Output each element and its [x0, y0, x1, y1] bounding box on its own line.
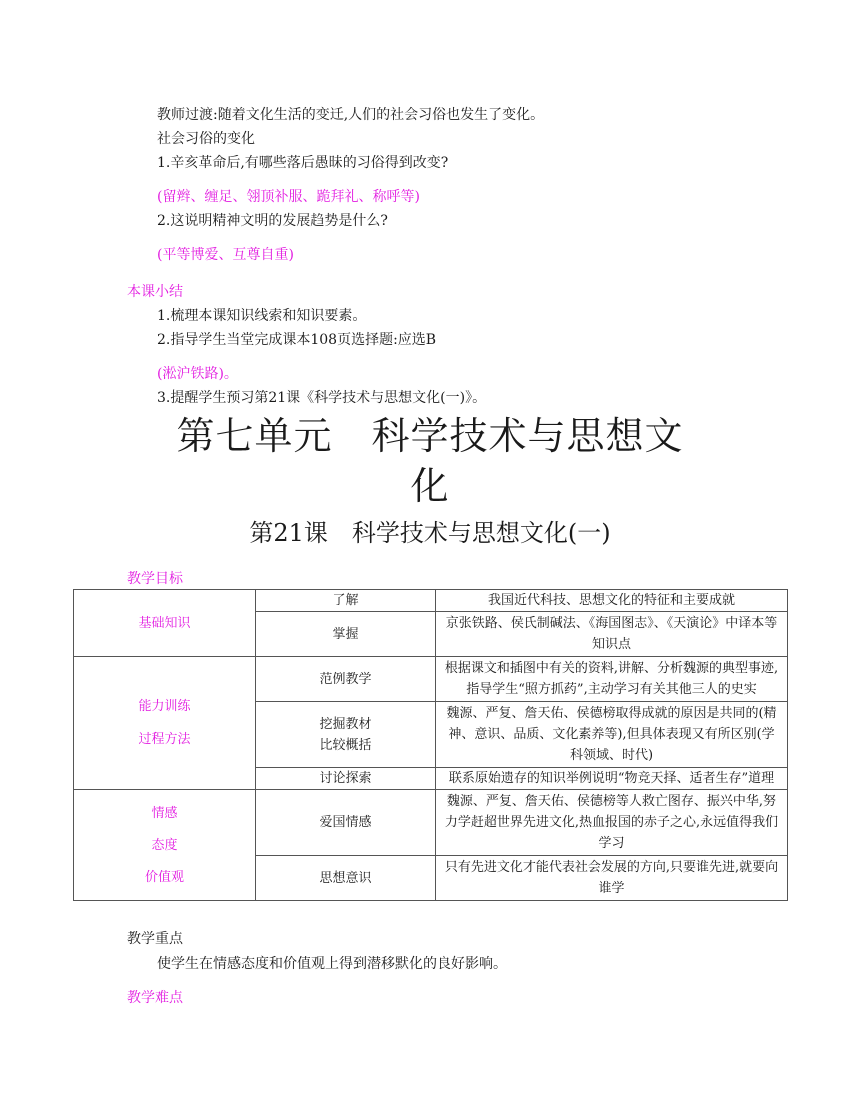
summary-item-2: 2.指导学生当堂完成课本108页选择题:应选B	[157, 332, 437, 348]
difficulty-heading: 教学难点	[127, 990, 183, 1006]
summary-item-1: 1.梳理本课知识线索和知识要素。	[157, 308, 367, 324]
method-master: 掌握	[256, 612, 436, 657]
content-dig-compare: 魏源、严复、詹天佑、侯德榜取得成就的原因是共同的(精神、意识、品质、文化素养等),但具体表现又有所区别(学科领域、时代)	[436, 702, 788, 768]
content-example-teaching: 根据课文和插图中有关的资料,讲解、分析魏源的典型事迹,指导学生“照方抓药”,主动学习有关其他三人的史实	[436, 657, 788, 702]
method-understand: 了解	[256, 590, 436, 612]
method-example-teaching: 范例教学	[256, 657, 436, 702]
objectives-table	[73, 589, 788, 901]
category-process-label: 过程方法	[138, 732, 191, 747]
content-understand: 我国近代科技、思想文化的特征和主要成就	[436, 590, 788, 612]
method-dig-compare	[256, 702, 436, 768]
category-ability-label: 能力训练	[138, 699, 191, 714]
method-ideology: 思想意识	[256, 856, 436, 901]
key-point-text: 使学生在情感态度和价值观上得到潜移默化的良好影响。	[157, 956, 507, 972]
transition-text: 教师过渡:随着文化生活的变迁,人们的社会习俗也发生了变化。	[157, 107, 545, 123]
method-discuss-explore: 讨论探索	[256, 768, 436, 790]
unit-title-line-2: 化	[410, 464, 450, 508]
content-master: 京张铁路、侯氏制碱法、《海国图志》、《天演论》中译本等知识点	[436, 612, 788, 657]
method-patriotism: 爱国情感	[256, 790, 436, 856]
answer-2: (平等博爱、互尊自重)	[157, 247, 294, 263]
section-heading-customs: 社会习俗的变化	[157, 131, 255, 147]
summary-item-2-answer: (淞沪铁路)。	[157, 366, 238, 382]
key-point-heading: 教学重点	[127, 931, 183, 947]
category-emotion-label: 情感	[151, 805, 178, 821]
method-compare-label: 比较概括	[319, 737, 372, 753]
content-ideology: 只有先进文化才能代表社会发展的方向,只要谁先进,就要向谁学	[436, 856, 788, 901]
unit-title-line-1: 第七单元 科学技术与思想文	[176, 414, 684, 458]
category-emotion-values	[74, 790, 256, 901]
answer-1: (留辫、缠足、翎顶补服、跪拜礼、称呼等)	[157, 189, 420, 205]
objectives-heading: 教学目标	[127, 571, 183, 587]
lesson-title: 第21课 科学技术与思想文化(一)	[249, 519, 611, 547]
content-patriotism: 魏源、严复、詹天佑、侯德榜等人救亡图存、振兴中华,努力学赶超世界先进文化,热血报国的赤子之心,永远值得我们学习	[436, 790, 788, 856]
method-dig-label: 挖掘教材	[319, 716, 372, 732]
summary-heading: 本课小结	[127, 284, 183, 300]
category-attitude-label: 态度	[151, 837, 178, 853]
question-2: 2.这说明精神文明的发展趋势是什么?	[157, 213, 388, 229]
category-basic-knowledge: 基础知识	[74, 590, 256, 657]
summary-item-3: 3.提醒学生预习第21课《科学技术与思想文化(一)》。	[157, 390, 487, 406]
question-1: 1.辛亥革命后,有哪些落后愚昧的习俗得到改变?	[157, 155, 449, 171]
category-values-label: 价值观	[144, 869, 184, 885]
content-discuss-explore: 联系原始遗存的知识举例说明“物竞天择、适者生存”道理	[436, 768, 788, 790]
category-ability-process	[74, 657, 256, 790]
